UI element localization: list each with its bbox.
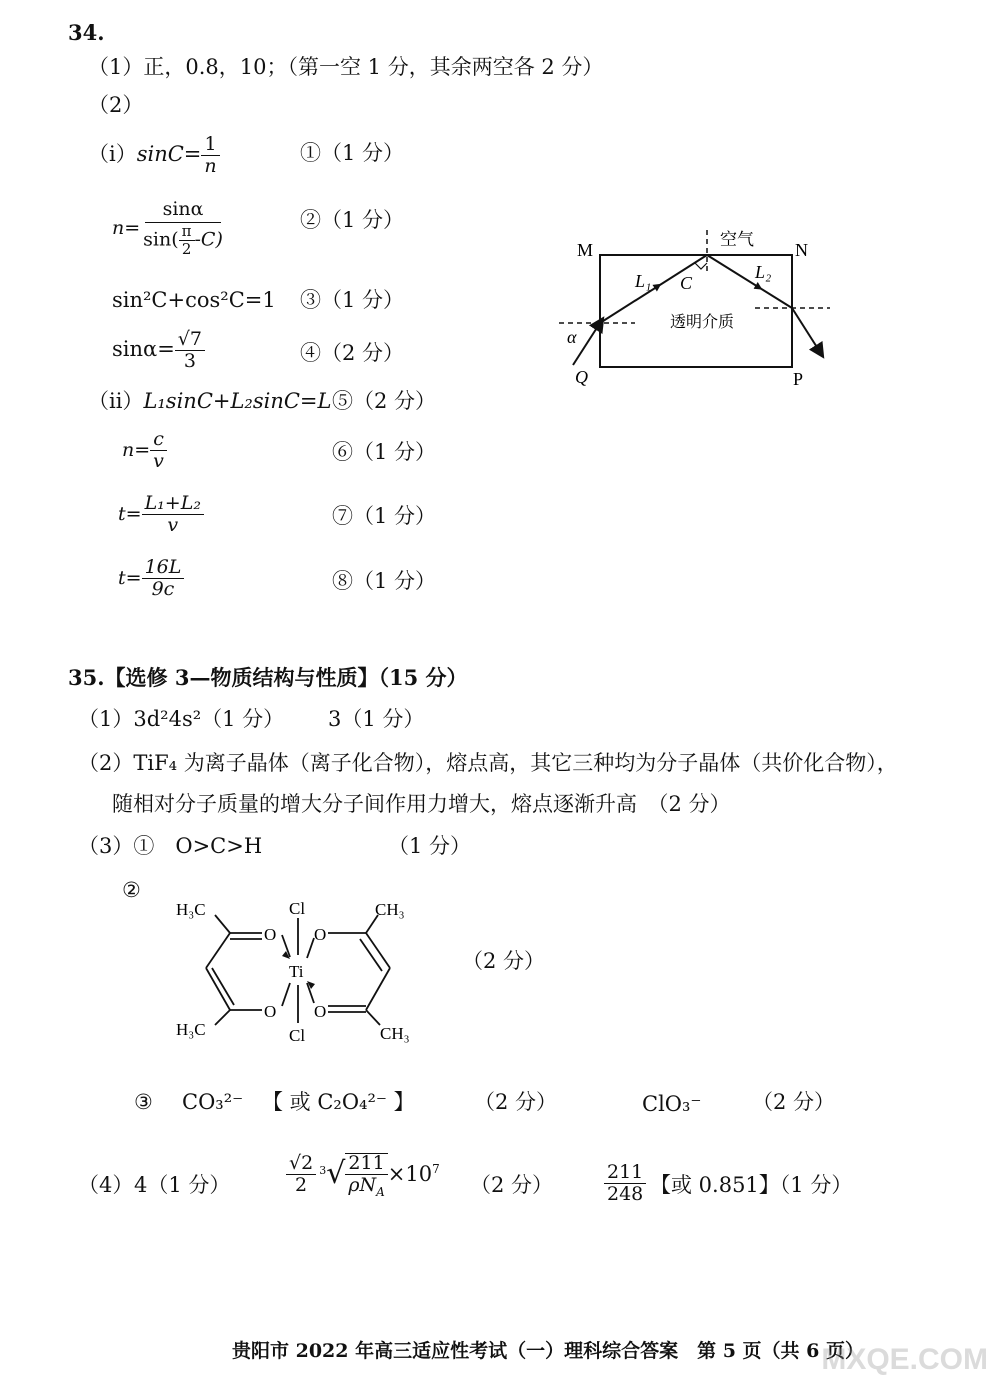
titanium: Ti xyxy=(289,962,304,981)
q34-number: 34. xyxy=(68,20,105,45)
label-C: C xyxy=(680,273,693,293)
eq4: sinα= $\frac{√7}{3}$ xyxy=(112,330,205,371)
score-7: ⑦（1 分） xyxy=(332,504,437,528)
label-M: M xyxy=(577,240,594,260)
score-3: ③（1 分） xyxy=(300,288,405,312)
part3c-score-1: （2 分） xyxy=(474,1090,558,1114)
q35-part2b: 随相对分子质量的增大分子间作用力增大，熔点逐渐升高 （2 分） xyxy=(112,792,731,816)
q34-part1: （1）正，0.8，10；（第一空 1 分，其余两空各 2 分） xyxy=(88,55,604,79)
q35-part4-score2: （2 分） xyxy=(470,1173,554,1197)
label-N: N xyxy=(795,240,808,260)
score-1: ①（1 分） xyxy=(300,141,405,165)
q35-part1a: （1）3d²4s²（1 分） xyxy=(78,707,285,731)
ion-chlorate: ClO₃⁻ xyxy=(642,1092,702,1116)
watermark: MXQE.COM xyxy=(821,1343,988,1376)
score-5: ⑤（2 分） xyxy=(332,389,437,413)
label-alpha: α xyxy=(567,327,577,347)
ratio-fraction: $\frac{211}{248}$ xyxy=(604,1163,646,1204)
oxygen-1: O xyxy=(264,925,277,944)
eq8: t= $\frac{16L}{9c}$ xyxy=(118,558,184,599)
label-medium: 透明介质 xyxy=(670,314,735,331)
page-footer: 贵阳市 2022 年高三适应性考试（一）理科综合答案 第 5 页（共 6 页） xyxy=(232,1340,865,1362)
chlorine-bottom: Cl xyxy=(289,1026,306,1045)
q35-part3a: （3）① O>C>H xyxy=(78,834,263,858)
oxygen-3: O xyxy=(264,1002,277,1021)
ion-carbonate: CO₃²⁻ xyxy=(182,1090,244,1114)
methyl-top-right: CH₃ xyxy=(375,900,405,919)
methyl-bottom-left: H₃C xyxy=(176,1020,206,1039)
score-2: ②（1 分） xyxy=(300,208,405,232)
q35-title: 35.【选修 3—物质结构与性质】（15 分） xyxy=(68,665,468,690)
ti-complex-structure xyxy=(170,893,430,1053)
q35-part4-label: （4） xyxy=(78,1173,134,1197)
label-air: 空气 xyxy=(720,230,754,249)
label-P: P xyxy=(793,369,804,389)
eq7: t= $\frac{\text{L₁+L₂}}{v}$ xyxy=(118,494,204,535)
score-6: ⑥（1 分） xyxy=(332,440,437,464)
chlorine-top: Cl xyxy=(289,899,306,918)
q35-part3a-score: （1 分） xyxy=(388,834,472,858)
q34-part2-label: （2） xyxy=(88,93,144,117)
eq5: （ii）L₁sinC+L₂sinC=L xyxy=(88,389,332,413)
label-L2: L₂ xyxy=(755,262,772,282)
eq2: n= sinα sin( $\frac{\pi}{2}$ -C) xyxy=(112,198,223,258)
oxygen-4: O xyxy=(314,1002,327,1021)
density-formula: $\frac{√2}{2}$ $^3$√ $\frac{211}{\rho N_A}$ $\times 10^7$ xyxy=(286,1153,440,1195)
q35-part4-alt: 【或 0.851】（1 分） xyxy=(650,1173,853,1197)
q35-part2a: （2）TiF₄ 为离子晶体（离子化合物），熔点高，其它三种均为分子晶体（共价化合物）， xyxy=(78,751,898,775)
q35-part3c-label: ③ xyxy=(134,1090,153,1114)
methyl-top-left: H₃C xyxy=(176,900,206,919)
q35-part4-a: 4（1 分） xyxy=(134,1173,231,1197)
q35-part3b-label: ② xyxy=(122,878,141,902)
q35-part1b: 3（1 分） xyxy=(328,707,425,731)
methyl-bottom-right: CH₃ xyxy=(380,1024,410,1043)
part3c-score-2: （2 分） xyxy=(752,1090,836,1114)
label-L1: L₁ xyxy=(635,271,652,291)
oxygen-2: O xyxy=(314,925,327,944)
score-4: ④（2 分） xyxy=(300,341,405,365)
label-Q: Q xyxy=(575,367,588,387)
ion-oxalate-alt: 【 或 C₂O₄²⁻ 】 xyxy=(262,1090,415,1114)
eq1: （i）sinC= $\frac{1}{n}$ xyxy=(88,135,220,176)
structure-score: （2 分） xyxy=(462,949,546,973)
refraction-diagram xyxy=(545,225,845,395)
eq6: n= $\frac{c}{v}$ xyxy=(122,430,167,471)
score-8: ⑧（1 分） xyxy=(332,569,437,593)
eq3: sin²C+cos²C=1 xyxy=(112,288,276,312)
